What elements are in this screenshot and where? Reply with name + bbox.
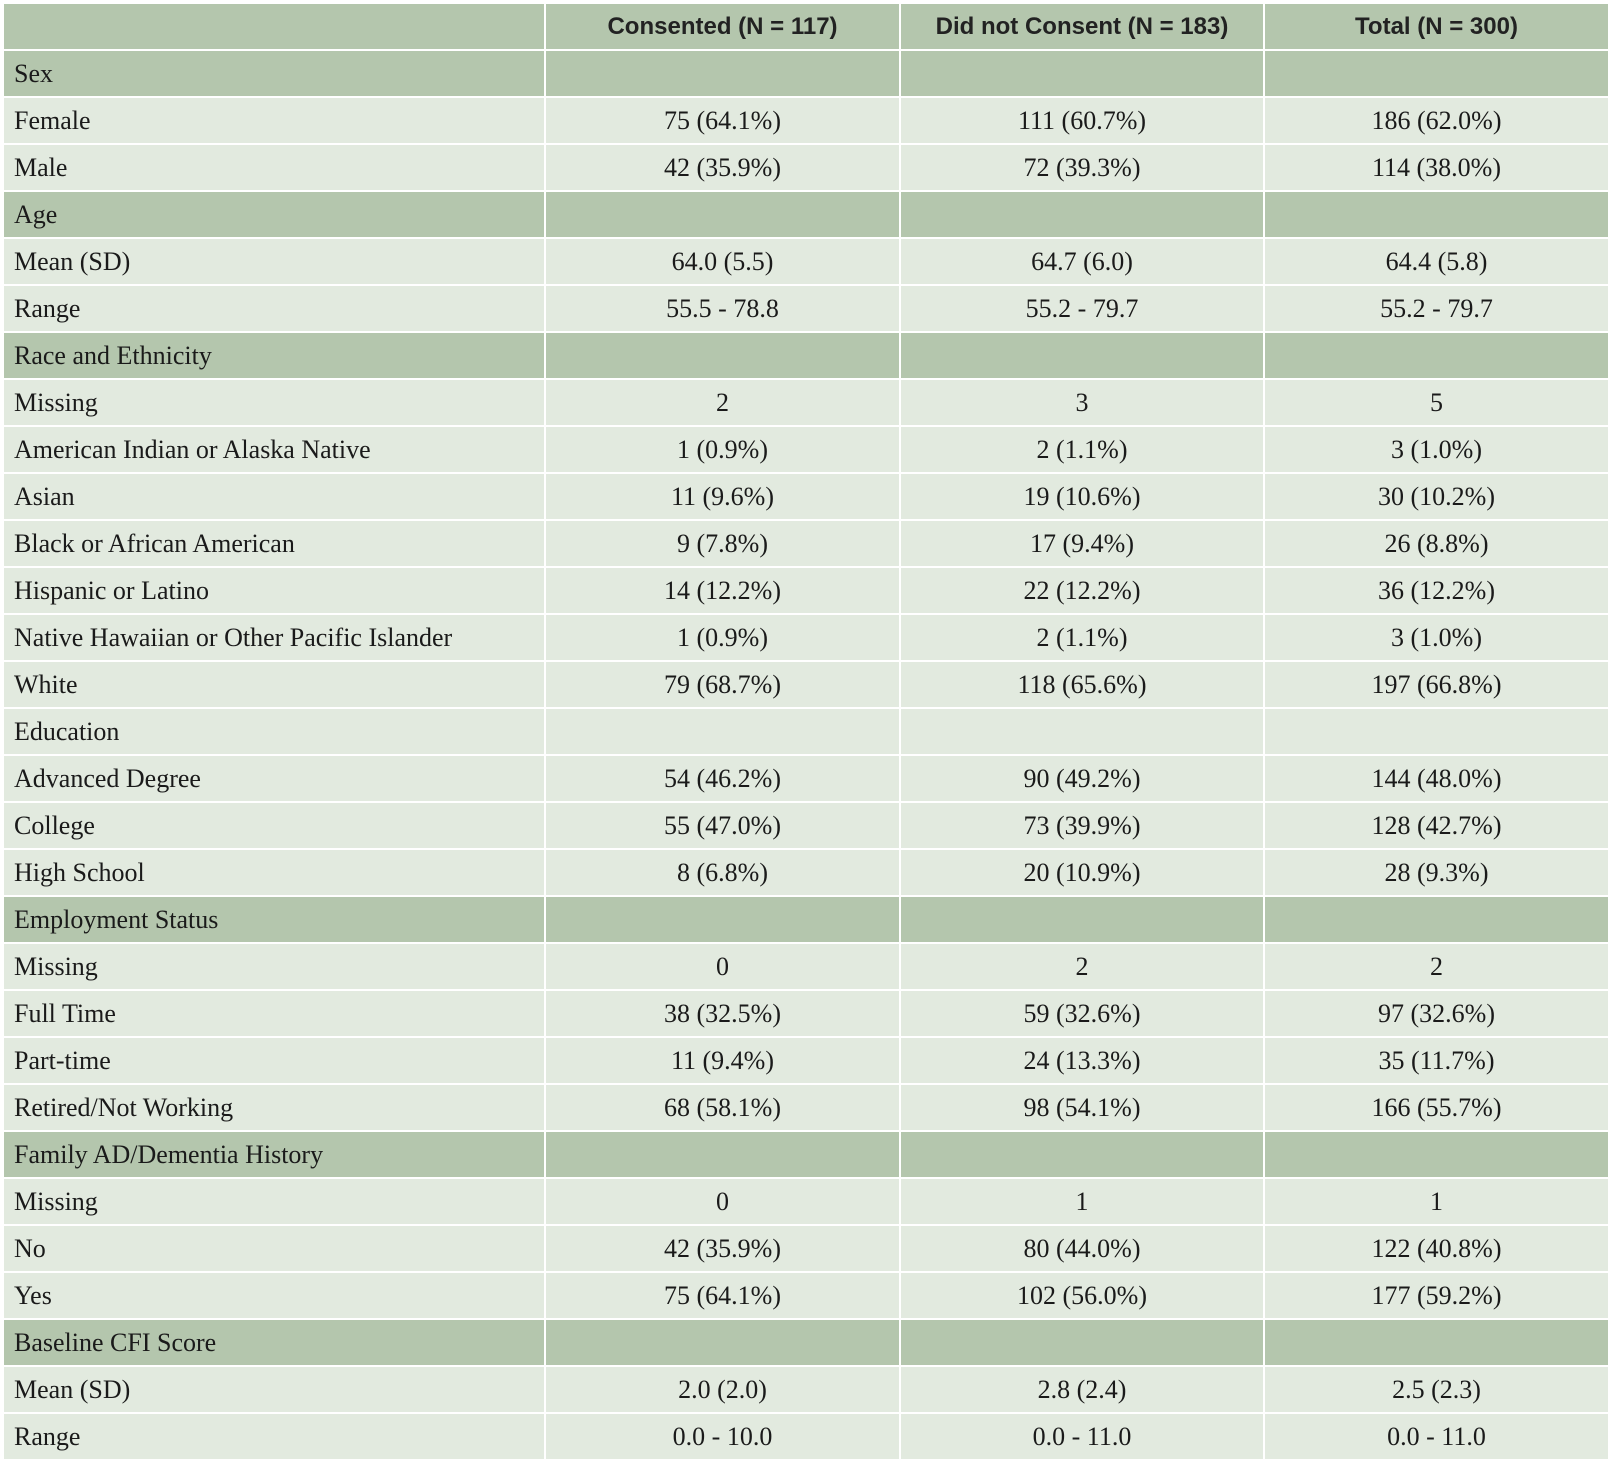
cell-consented: 42 (35.9%) bbox=[545, 1225, 900, 1272]
cell-consented: 64.0 (5.5) bbox=[545, 238, 900, 285]
cell-consented: 55 (47.0%) bbox=[545, 802, 900, 849]
row-label: Education bbox=[3, 708, 545, 755]
cell-consented: 75 (64.1%) bbox=[545, 1272, 900, 1319]
cell-total: 0.0 - 11.0 bbox=[1264, 1413, 1609, 1460]
cell-consented: 0 bbox=[545, 943, 900, 990]
row-label: College bbox=[3, 802, 545, 849]
table-row bbox=[3, 661, 1609, 708]
cell-consented: 0.0 - 10.0 bbox=[545, 1413, 900, 1460]
row-label: Mean (SD) bbox=[3, 238, 545, 285]
table-row bbox=[3, 1413, 1609, 1460]
cell-did-not-consent: 0.0 - 11.0 bbox=[900, 1413, 1264, 1460]
cell-did-not-consent: 19 (10.6%) bbox=[900, 473, 1264, 520]
cell-consented bbox=[545, 332, 900, 379]
cell-did-not-consent: 118 (65.6%) bbox=[900, 661, 1264, 708]
cell-consented: 11 (9.6%) bbox=[545, 473, 900, 520]
cell-did-not-consent: 3 bbox=[900, 379, 1264, 426]
row-label: Part-time bbox=[3, 1037, 545, 1084]
table-body bbox=[3, 50, 1609, 1460]
section-label: Baseline CFI Score bbox=[3, 1319, 545, 1366]
row-label: Range bbox=[3, 285, 545, 332]
table-row bbox=[3, 144, 1609, 191]
cell-consented: 1 (0.9%) bbox=[545, 426, 900, 473]
cell-did-not-consent: 2 bbox=[900, 943, 1264, 990]
cell-did-not-consent bbox=[900, 1319, 1264, 1366]
cell-total: 28 (9.3%) bbox=[1264, 849, 1609, 896]
cell-did-not-consent bbox=[900, 1131, 1264, 1178]
cell-consented: 8 (6.8%) bbox=[545, 849, 900, 896]
cell-total bbox=[1264, 896, 1609, 943]
table-row bbox=[3, 238, 1609, 285]
cell-consented: 79 (68.7%) bbox=[545, 661, 900, 708]
row-label: Advanced Degree bbox=[3, 755, 545, 802]
section-row bbox=[3, 191, 1609, 238]
cell-did-not-consent: 102 (56.0%) bbox=[900, 1272, 1264, 1319]
row-label: High School bbox=[3, 849, 545, 896]
cell-did-not-consent: 2 (1.1%) bbox=[900, 614, 1264, 661]
cell-did-not-consent: 72 (39.3%) bbox=[900, 144, 1264, 191]
cell-did-not-consent: 111 (60.7%) bbox=[900, 97, 1264, 144]
cell-total: 64.4 (5.8) bbox=[1264, 238, 1609, 285]
section-row bbox=[3, 896, 1609, 943]
section-label: Age bbox=[3, 191, 545, 238]
cell-total: 2 bbox=[1264, 943, 1609, 990]
cell-total bbox=[1264, 50, 1609, 97]
table-row bbox=[3, 567, 1609, 614]
cell-did-not-consent bbox=[900, 191, 1264, 238]
cell-total: 177 (59.2%) bbox=[1264, 1272, 1609, 1319]
table-row bbox=[3, 990, 1609, 1037]
table-row bbox=[3, 1225, 1609, 1272]
table-row bbox=[3, 379, 1609, 426]
table-row bbox=[3, 1272, 1609, 1319]
cell-consented: 68 (58.1%) bbox=[545, 1084, 900, 1131]
cell-total: 144 (48.0%) bbox=[1264, 755, 1609, 802]
cell-did-not-consent bbox=[900, 50, 1264, 97]
section-label: Race and Ethnicity bbox=[3, 332, 545, 379]
cell-total: 30 (10.2%) bbox=[1264, 473, 1609, 520]
table-row bbox=[3, 473, 1609, 520]
cell-did-not-consent: 64.7 (6.0) bbox=[900, 238, 1264, 285]
cell-total bbox=[1264, 1131, 1609, 1178]
cell-consented: 54 (46.2%) bbox=[545, 755, 900, 802]
cell-consented: 14 (12.2%) bbox=[545, 567, 900, 614]
row-label: Missing bbox=[3, 379, 545, 426]
table-row bbox=[3, 943, 1609, 990]
row-label: Range bbox=[3, 1413, 545, 1460]
cell-consented: 0 bbox=[545, 1178, 900, 1225]
cell-total: 128 (42.7%) bbox=[1264, 802, 1609, 849]
cell-total: 122 (40.8%) bbox=[1264, 1225, 1609, 1272]
row-label: No bbox=[3, 1225, 545, 1272]
cell-total: 55.2 - 79.7 bbox=[1264, 285, 1609, 332]
cell-did-not-consent bbox=[900, 896, 1264, 943]
cell-total: 5 bbox=[1264, 379, 1609, 426]
cell-did-not-consent: 2 (1.1%) bbox=[900, 426, 1264, 473]
cell-consented: 42 (35.9%) bbox=[545, 144, 900, 191]
section-label: Sex bbox=[3, 50, 545, 97]
cell-total: 166 (55.7%) bbox=[1264, 1084, 1609, 1131]
row-label: Missing bbox=[3, 943, 545, 990]
row-label: Missing bbox=[3, 1178, 545, 1225]
cell-total bbox=[1264, 1319, 1609, 1366]
row-label: American Indian or Alaska Native bbox=[3, 426, 545, 473]
cell-did-not-consent: 73 (39.9%) bbox=[900, 802, 1264, 849]
cell-total bbox=[1264, 332, 1609, 379]
cell-consented bbox=[545, 1319, 900, 1366]
row-label: Native Hawaiian or Other Pacific Islander bbox=[3, 614, 545, 661]
cell-did-not-consent: 59 (32.6%) bbox=[900, 990, 1264, 1037]
header-row bbox=[3, 3, 1609, 50]
row-label: Male bbox=[3, 144, 545, 191]
cell-consented bbox=[545, 1131, 900, 1178]
table-row bbox=[3, 1366, 1609, 1413]
cell-consented: 11 (9.4%) bbox=[545, 1037, 900, 1084]
row-label: Female bbox=[3, 97, 545, 144]
row-label: Retired/Not Working bbox=[3, 1084, 545, 1131]
cell-did-not-consent: 1 bbox=[900, 1178, 1264, 1225]
cell-consented: 9 (7.8%) bbox=[545, 520, 900, 567]
cell-consented: 1 (0.9%) bbox=[545, 614, 900, 661]
table-row bbox=[3, 1178, 1609, 1225]
row-label: Asian bbox=[3, 473, 545, 520]
cell-did-not-consent: 22 (12.2%) bbox=[900, 567, 1264, 614]
cell-consented: 38 (32.5%) bbox=[545, 990, 900, 1037]
cell-total: 1 bbox=[1264, 1178, 1609, 1225]
table-row bbox=[3, 520, 1609, 567]
cell-did-not-consent: 80 (44.0%) bbox=[900, 1225, 1264, 1272]
section-row bbox=[3, 50, 1609, 97]
cell-did-not-consent: 55.2 - 79.7 bbox=[900, 285, 1264, 332]
table-row bbox=[3, 426, 1609, 473]
cell-total bbox=[1264, 191, 1609, 238]
cell-did-not-consent: 2.8 (2.4) bbox=[900, 1366, 1264, 1413]
table-row bbox=[3, 614, 1609, 661]
cell-total: 35 (11.7%) bbox=[1264, 1037, 1609, 1084]
cell-total: 26 (8.8%) bbox=[1264, 520, 1609, 567]
cell-total: 36 (12.2%) bbox=[1264, 567, 1609, 614]
section-label: Family AD/Dementia History bbox=[3, 1131, 545, 1178]
cell-total: 197 (66.8%) bbox=[1264, 661, 1609, 708]
cell-consented: 55.5 - 78.8 bbox=[545, 285, 900, 332]
cell-did-not-consent: 98 (54.1%) bbox=[900, 1084, 1264, 1131]
table-row bbox=[3, 708, 1609, 755]
section-row bbox=[3, 1319, 1609, 1366]
table-row bbox=[3, 849, 1609, 896]
cell-did-not-consent: 20 (10.9%) bbox=[900, 849, 1264, 896]
table-row bbox=[3, 285, 1609, 332]
cell-total: 2.5 (2.3) bbox=[1264, 1366, 1609, 1413]
row-label: Yes bbox=[3, 1272, 545, 1319]
header-cell-total: Total (N = 300) bbox=[1264, 3, 1609, 50]
demographics-table bbox=[2, 2, 1610, 1461]
cell-consented: 2.0 (2.0) bbox=[545, 1366, 900, 1413]
table-row bbox=[3, 802, 1609, 849]
header-cell-consented: Consented (N = 117) bbox=[545, 3, 900, 50]
cell-total: 114 (38.0%) bbox=[1264, 144, 1609, 191]
cell-total bbox=[1264, 708, 1609, 755]
cell-consented bbox=[545, 896, 900, 943]
row-label: Mean (SD) bbox=[3, 1366, 545, 1413]
row-label: Black or African American bbox=[3, 520, 545, 567]
section-label: Employment Status bbox=[3, 896, 545, 943]
cell-did-not-consent: 17 (9.4%) bbox=[900, 520, 1264, 567]
cell-did-not-consent: 24 (13.3%) bbox=[900, 1037, 1264, 1084]
row-label: White bbox=[3, 661, 545, 708]
row-label: Hispanic or Latino bbox=[3, 567, 545, 614]
cell-consented bbox=[545, 50, 900, 97]
section-row bbox=[3, 332, 1609, 379]
cell-consented bbox=[545, 708, 900, 755]
table-row bbox=[3, 1084, 1609, 1131]
cell-total: 3 (1.0%) bbox=[1264, 426, 1609, 473]
cell-consented: 75 (64.1%) bbox=[545, 97, 900, 144]
cell-did-not-consent bbox=[900, 332, 1264, 379]
cell-total: 186 (62.0%) bbox=[1264, 97, 1609, 144]
cell-total: 97 (32.6%) bbox=[1264, 990, 1609, 1037]
header-cell-label bbox=[3, 3, 545, 50]
section-row bbox=[3, 1131, 1609, 1178]
header-cell-did-not-consent: Did not Consent (N = 183) bbox=[900, 3, 1264, 50]
cell-total: 3 (1.0%) bbox=[1264, 614, 1609, 661]
cell-did-not-consent bbox=[900, 708, 1264, 755]
table-row bbox=[3, 755, 1609, 802]
table-row bbox=[3, 97, 1609, 144]
cell-consented: 2 bbox=[545, 379, 900, 426]
cell-consented bbox=[545, 191, 900, 238]
row-label: Full Time bbox=[3, 990, 545, 1037]
cell-did-not-consent: 90 (49.2%) bbox=[900, 755, 1264, 802]
table-row bbox=[3, 1037, 1609, 1084]
